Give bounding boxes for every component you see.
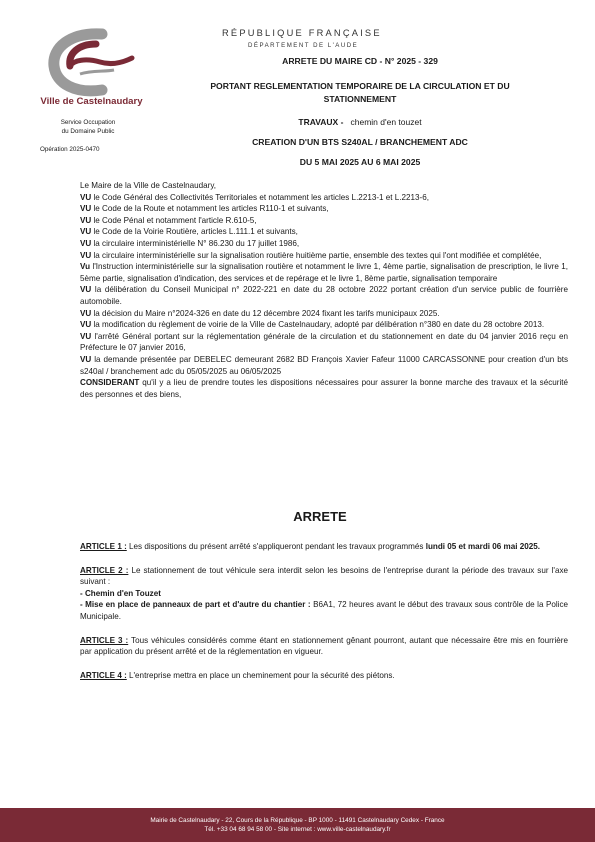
article-4-label: ARTICLE 4 : xyxy=(80,670,127,680)
visa-item xyxy=(80,261,568,284)
visa-text: le Code de la Route et notamment les articles R110-1 et suivants, xyxy=(91,204,329,214)
visa-prefix: VU xyxy=(80,238,92,248)
article-2-text: Le stationnement de tout véhicule sera interdit selon les besoins de l'entreprise durant la période des travaux sur l'axe suivant : xyxy=(80,565,569,587)
visa-text: la circulaire interministérielle sur la signalisation routière huitième partie, ensemble des textes qui l'ont modifiée et complétée, xyxy=(91,250,542,260)
visa-item xyxy=(80,319,568,331)
service-line-1: Service Occupation xyxy=(60,119,116,126)
visa-item xyxy=(80,203,568,215)
arrete-title xyxy=(180,80,540,106)
visa-text: la demande présentée par DEBELEC demeurant 2682 BD François Xavier Fafeur 11000 CARCASSONNE pour creation d'un bts s240al / branchement adc du 05/05/2025 au 06/05/2025 xyxy=(80,354,568,376)
intro: Le Maire de la Ville de Castelnaudary, xyxy=(80,181,217,190)
travaux-line xyxy=(180,117,540,127)
footer-address: Mairie de Castelnaudary - 22, Cours de la République - BP 1000 - 11491 Castelnaudary Cedex - France xyxy=(150,817,445,824)
article-3 xyxy=(80,635,568,658)
visa-item xyxy=(80,226,568,238)
visa-item xyxy=(80,192,568,204)
date-range: DU 5 MAI 2025 AU 6 MAI 2025 xyxy=(299,157,421,167)
town-name: Ville de Castelnaudary xyxy=(40,96,143,107)
visa-item xyxy=(80,377,568,400)
article-2-item-2-text: B6A1, 72 heures avant le début des travaux sous contrôle de la Police Municipale. xyxy=(80,600,568,621)
article-1-label: ARTICLE 1 : xyxy=(80,542,127,551)
creation-line: CREATION D'UN BTS S240AL / BRANCHEMENT ADC xyxy=(252,137,468,147)
arrete-reference: ARRETE DU MAIRE CD - N° 2025 - 329 xyxy=(282,56,438,66)
preamble xyxy=(80,180,568,400)
title-line-2: STATIONNEMENT xyxy=(323,94,397,104)
visa-prefix: VU xyxy=(80,227,92,237)
service-name xyxy=(32,118,144,136)
visa-item xyxy=(80,354,568,377)
article-4 xyxy=(80,670,568,682)
visa-prefix: CONSIDERANT xyxy=(80,378,140,388)
visa-prefix: VU xyxy=(80,192,92,202)
service-line-2: du Domaine Public xyxy=(61,128,115,135)
visa-text: la décision du Maire n°2024-326 en date du 12 décembre 2024 fixant les tarifs municipaux 2025. xyxy=(91,308,440,318)
visa-prefix: VU xyxy=(80,354,92,364)
footer-contact: Tél. +33 04 68 94 58 00 - Site internet : www.ville-castelnaudary.fr xyxy=(204,826,391,833)
visa-text: l'Instruction interministérielle sur la signalisation routière et notamment le livre 1, 4ème partie, signalisation de prescription, le livre 1, 5ème partie, signalisation d'indication, des services et de repérage et le livre 1, 8ème partie, signalisation temporaire xyxy=(80,262,568,283)
visa-prefix: VU xyxy=(80,308,92,318)
visa-prefix: VU xyxy=(80,204,92,214)
visa-text: la circulaire interministérielle N° 86.230 du 17 juillet 1986, xyxy=(91,238,300,248)
visa-prefix: VU xyxy=(80,285,92,295)
article-1-dates: lundi 05 et mardi 06 mai 2025. xyxy=(425,542,540,551)
visa-item xyxy=(80,250,568,262)
title-line-1: PORTANT REGLEMENTATION TEMPORAIRE DE LA CIRCULATION ET DU xyxy=(210,81,510,91)
departement-header: DÉPARTEMENT DE L'AUDE xyxy=(248,42,359,49)
visa-text: le Code Pénal et notamment l'article R.610-5, xyxy=(91,215,257,225)
republique-header: RÉPUBLIQUE FRANÇAISE xyxy=(222,28,382,38)
visa-prefix: VU xyxy=(80,215,92,225)
visa-text: la délibération du Conseil Municipal n° 2022-221 en date du 28 octobre 2022 portant création d'un service public de fourrière automobile. xyxy=(80,285,568,306)
visa-prefix: VU xyxy=(80,331,92,341)
visa-item xyxy=(80,308,568,320)
visa-text: le Code de la Voirie Routière, articles L.111.1 et suivants, xyxy=(91,227,298,237)
articles xyxy=(80,541,568,693)
arrete-heading: ARRETE xyxy=(293,509,347,524)
visa-item xyxy=(80,284,568,307)
visa-item xyxy=(80,331,568,354)
article-1-text: Les dispositions du présent arrêté s'appliqueront pendant les travaux programmés xyxy=(126,542,426,551)
article-4-text: L'entreprise mettra en place un cheminement pour la sécurité des piétons. xyxy=(126,670,395,680)
article-2-item-1: - Chemin d'en Touzet xyxy=(80,588,161,598)
visa-item xyxy=(80,238,568,250)
article-2-item-2-label: - Mise en place de panneaux de part et d'autre du chantier : xyxy=(80,600,311,610)
travaux-value: chemin d'en touzet xyxy=(350,117,422,127)
visa-text: l'arrêté Général portant sur la réglementation générale de la circulation et du stationnement en date du 04 janvier 2016 reçu en Préfecture le 07 janvier 2016, xyxy=(80,331,568,353)
visa-prefix: VU xyxy=(80,250,92,260)
visa-text: le Code Général des Collectivités Territoriales et notamment les articles L.2213-1 et L.2213-6, xyxy=(91,192,429,202)
article-3-label: ARTICLE 3 : xyxy=(80,635,129,645)
town-logo xyxy=(40,26,150,98)
operation-number: Opération 2025-0470 xyxy=(40,146,100,153)
travaux-label: TRAVAUX - xyxy=(298,117,344,127)
article-3-text: Tous véhicules considérés comme étant en stationnement gênant pourront, autant que nécessaire être mis en fourrière par application du présent arrêté et de la réglementation en vigueur. xyxy=(80,635,568,657)
visa-prefix: VU xyxy=(80,320,92,330)
article-2-label: ARTICLE 2 : xyxy=(80,565,129,575)
visa-item xyxy=(80,215,568,227)
article-1 xyxy=(80,541,568,553)
footer-bar xyxy=(0,808,595,842)
visa-text: la modification du règlement de voirie de la Ville de Castelnaudary, adopté par délibération n°380 en date du 28 octobre 2013. xyxy=(91,320,545,330)
article-2 xyxy=(80,565,568,623)
visa-text: qu'il y a lieu de prendre toutes les dispositions nécessaires pour assurer la bonne marche des travaux et la sécurité des personnes et des biens, xyxy=(80,378,568,399)
visa-list xyxy=(80,192,568,401)
visa-prefix: Vu xyxy=(80,262,91,272)
